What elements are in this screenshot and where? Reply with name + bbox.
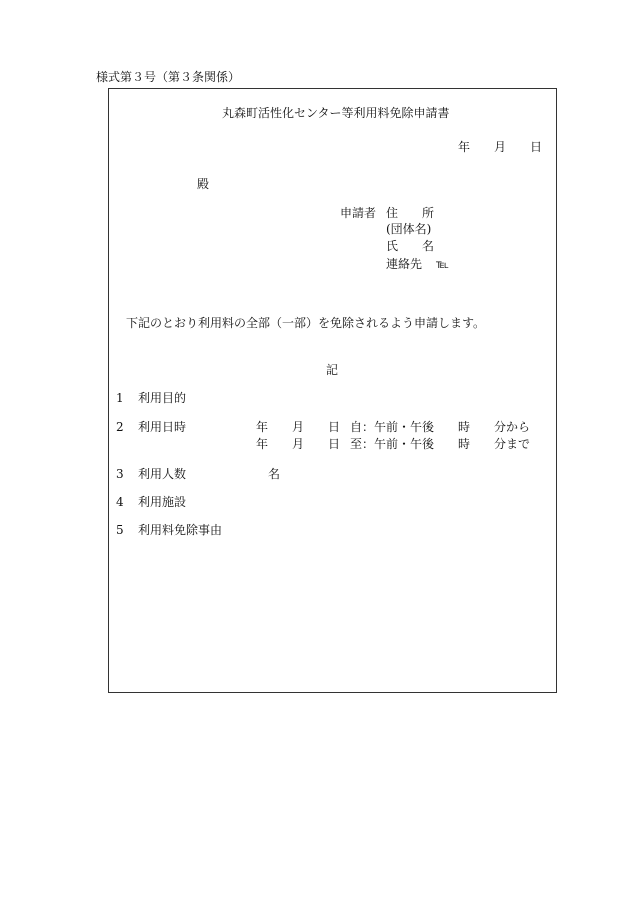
from-year-label: 年 (256, 420, 269, 434)
to-hour-label: 時 (458, 437, 471, 451)
tel-symbol: ℡ (436, 257, 449, 271)
from-hour-label: 時 (458, 420, 471, 434)
item-number: 3 (116, 467, 124, 481)
item-label: 利用日時 (138, 420, 187, 434)
item-number: 4 (116, 495, 124, 509)
date-day-label: 日 (530, 140, 543, 154)
item-label: 利用施設 (138, 495, 187, 509)
to-minute-label: 分まで (494, 437, 531, 451)
applicant-name-label: 氏 名 (386, 239, 435, 253)
applicant-label: 申請者 (340, 206, 377, 220)
date-month-label: 月 (494, 140, 507, 154)
from-month-label: 月 (292, 420, 305, 434)
ki-heading: 記 (326, 363, 339, 377)
item-number: 1 (116, 391, 124, 405)
form-number: 様式第３号（第３条関係） (96, 70, 241, 84)
to-year-label: 年 (256, 437, 269, 451)
from-minute-label: 分から (494, 420, 531, 434)
people-unit: 名 (268, 467, 281, 481)
addressee-suffix: 殿 (197, 177, 210, 191)
to-month-label: 月 (292, 437, 305, 451)
item-label: 利用人数 (138, 467, 187, 481)
applicant-contact-label: 連絡先 (386, 257, 423, 271)
to-day-label: 日 (328, 437, 341, 451)
from-day-label: 日 (328, 420, 341, 434)
item-label: 利用目的 (138, 391, 187, 405)
item-label: 利用料免除事由 (138, 523, 223, 537)
item-number: 5 (116, 523, 124, 537)
form-title: 丸森町活性化センター等利用料免除申請書 (222, 106, 450, 120)
to-ampm-text: 至：午前・午後 (350, 437, 435, 451)
request-text: 下記のとおり利用料の全部（一部）を免除されるよう申請します。 (126, 316, 486, 330)
date-year-label: 年 (458, 140, 471, 154)
item-number: 2 (116, 420, 124, 434)
from-ampm-text: 自：午前・午後 (350, 420, 435, 434)
applicant-address-label: 住 所 (386, 206, 435, 220)
applicant-group-label: (団体名) (386, 222, 432, 236)
